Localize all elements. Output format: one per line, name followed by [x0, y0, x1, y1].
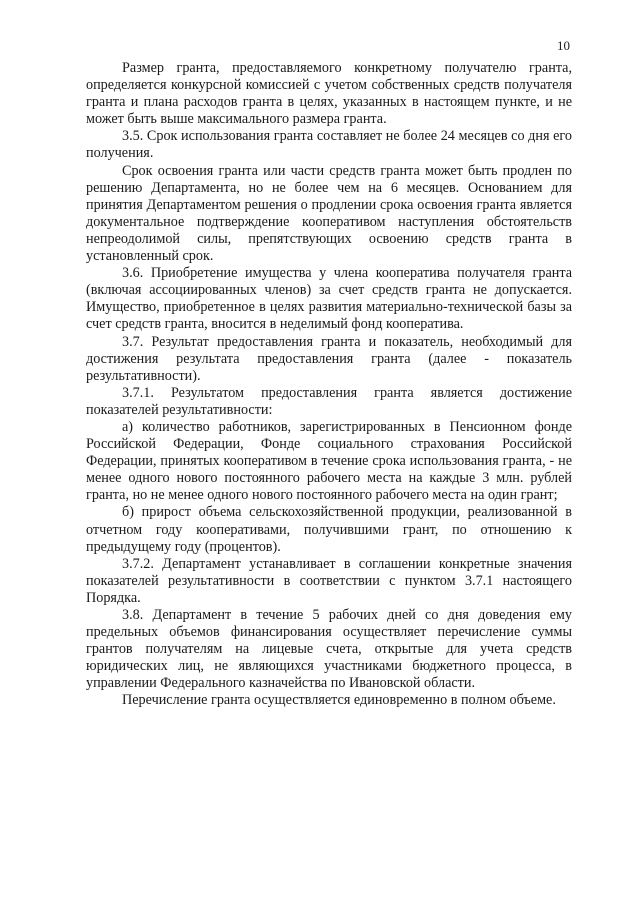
- paragraph-3-5: 3.5. Срок использования гранта составляет не более 24 месяцев со дня его получения.: [86, 128, 572, 162]
- paragraph-3-6: 3.6. Приобретение имущества у члена кооператива получателя гранта (включая ассоциированных членов) за счет средств гранта не допускается. Имущество, приобретенное в целях развития материально-технической базы за счет средств гранта, вносится в неделимый фонд кооператива.: [86, 265, 572, 333]
- document-body: [86, 60, 572, 710]
- page-number: 10: [557, 38, 570, 53]
- paragraph-3-8: 3.8. Департамент в течение 5 рабочих дней со дня доведения ему предельных объемов финансирования осуществляет перечисление суммы грантов получателям на лицевые счета, открытые для учета средств юридических лиц, не являющихся участниками бюджетного процесса, в управлении Федерального казначейства по Ивановской области.: [86, 607, 572, 692]
- paragraph-3-7-2: 3.7.2. Департамент устанавливает в соглашении конкретные значения показателей результативности в соответствии с пунктом 3.7.1 настоящего Порядка.: [86, 555, 572, 606]
- paragraph-transfer: Перечисление гранта осуществляется единовременно в полном объеме.: [122, 692, 556, 709]
- paragraph-extension: Срок освоения гранта или части средств гранта может быть продлен по решению Департамента, но не более чем на 6 месяцев. Основанием для принятия Департаментом решения о продлении срока освоения гранта является документальное подтверждение кооперативом наступления обстоятельств непреодолимой силы, препятствующих освоению средств гранта в установленный срок.: [86, 162, 572, 265]
- paragraph-3-7: 3.7. Результат предоставления гранта и показатель, необходимый для достижения результата предоставления гранта (далее - показатель результативности).: [86, 333, 572, 384]
- paragraph-grant-size: Размер гранта, предоставляемого конкретному получателю гранта, определяется конкурсной комиссией с учетом собственных средств получателя гранта и плана расходов гранта в целях, указанных в настоящем пункте, и не может быть выше максимального размера гранта.: [86, 60, 572, 128]
- paragraph-item-a: а) количество работников, зарегистрированных в Пенсионном фонде Российской Федерации, Фонде социального страхования Российской Федерации, принятых кооперативом в течение срока использования гранта, - не менее одного нового постоянного рабочего места на каждые 3 млн. рублей гранта, но не менее одного нового постоянного рабочего места на один грант;: [86, 418, 572, 504]
- paragraph-3-7-1: 3.7.1. Результатом предоставления гранта является достижение показателей результативности:: [86, 384, 572, 418]
- paragraph-item-b: б) прирост объема сельскохозяйственной продукции, реализованной в отчетном году кооперативами, получившими грант, по отношению к предыдущему году (процентов).: [86, 504, 572, 555]
